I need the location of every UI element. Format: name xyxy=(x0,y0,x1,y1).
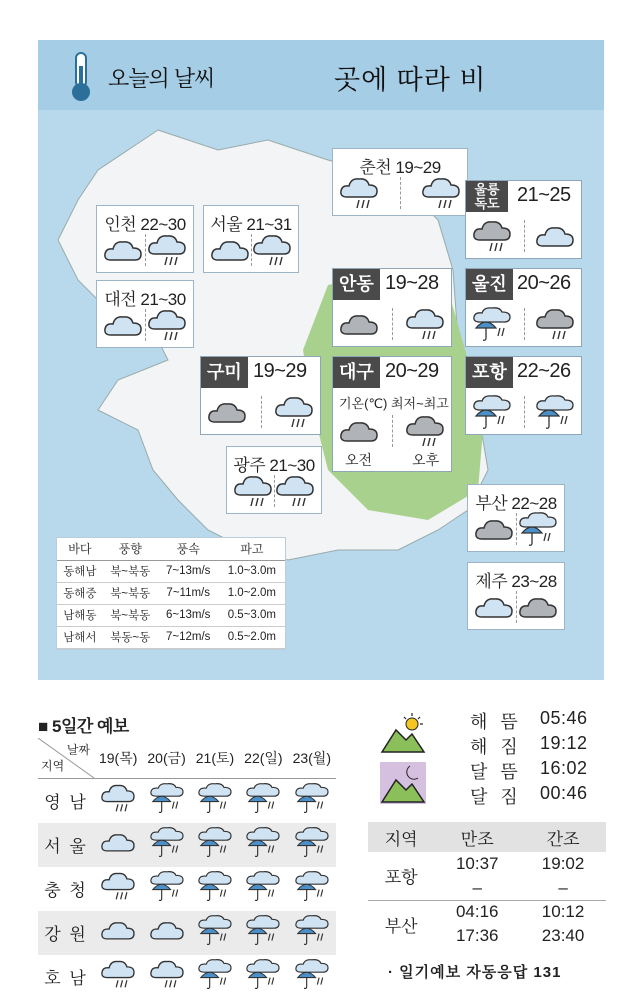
header-sea: 바다 xyxy=(57,538,103,560)
table-cell: 북~북동 xyxy=(103,560,158,582)
region-name: 영 남 xyxy=(44,793,88,813)
dark-cloud-icon xyxy=(339,306,379,342)
cloud-icon xyxy=(103,307,143,343)
city-ulleung xyxy=(465,180,582,259)
cloud-umbrella-icon xyxy=(196,826,234,858)
cloud-umbrella-icon xyxy=(244,782,282,814)
table-cell: 17:36 xyxy=(455,926,499,945)
city-label: 울릉 독도 xyxy=(466,181,508,212)
city-uljin xyxy=(465,268,582,347)
time-value: 00:46 xyxy=(540,783,588,803)
table-cell: 남해서 xyxy=(57,626,103,648)
cloud-umbrella-icon xyxy=(293,782,331,814)
five-day-forecast xyxy=(38,712,338,999)
city-label: 안동 xyxy=(333,269,380,300)
table-row xyxy=(57,560,285,582)
day-header: 21(토) xyxy=(191,738,239,779)
cloud-rain-icon xyxy=(147,232,187,268)
cloud-umbrella-icon xyxy=(196,870,234,902)
cloud-rain-icon xyxy=(339,175,379,211)
cloud-umbrella-icon xyxy=(518,511,558,547)
cloud-umbrella-icon xyxy=(244,958,282,990)
table-row xyxy=(368,900,606,924)
cloud-icon xyxy=(148,914,186,946)
dark-cloud-rain-icon xyxy=(405,413,445,449)
city-temp: 19~29 xyxy=(395,158,441,177)
city-chuncheon xyxy=(332,148,468,216)
divider xyxy=(524,220,525,252)
cloud-umbrella-icon xyxy=(293,958,331,990)
table-cell: 0.5~3.0m xyxy=(219,604,285,626)
moonset-row xyxy=(380,783,606,808)
time-label: 달 짐 xyxy=(470,787,522,807)
cloud-icon xyxy=(210,232,250,268)
corner-date-label: 날짜 xyxy=(66,743,90,757)
city-temp: 23~28 xyxy=(511,572,557,591)
region-name: 서 울 xyxy=(38,823,94,867)
city-label: 울진 xyxy=(466,269,513,300)
city-temp: 19~29 xyxy=(253,360,307,382)
forecast-title: ■ 5일간 예보 xyxy=(38,717,129,736)
city-temp: 20~29 xyxy=(385,360,439,382)
time-label: 해 뜸 xyxy=(470,712,522,732)
city-temp: 22~28 xyxy=(511,494,557,513)
cloud-umbrella-icon xyxy=(148,826,186,858)
city-seoul xyxy=(203,205,299,273)
day-header: 19(목) xyxy=(94,738,142,779)
cloud-umbrella-icon xyxy=(244,914,282,946)
cloud-rain-icon xyxy=(275,473,315,509)
dark-cloud-icon xyxy=(207,394,247,430)
forecast-row xyxy=(38,955,336,999)
table-cell: 1.0~2.0m xyxy=(219,582,285,604)
forecast-table xyxy=(38,738,336,999)
time-value: 19:12 xyxy=(540,733,588,753)
cloud-icon xyxy=(103,232,143,268)
city-incheon xyxy=(96,205,194,273)
cloud-rain-icon xyxy=(233,473,273,509)
city-temp: 21~30 xyxy=(140,290,186,309)
city-name: 서울 xyxy=(210,215,243,234)
table-row xyxy=(57,582,285,604)
table-cell: 7~12m/s xyxy=(158,626,219,648)
cloud-umbrella-icon xyxy=(244,870,282,902)
city-label: 대구 xyxy=(333,357,380,388)
table-cell: 10:12 xyxy=(520,900,606,924)
table-cell: 남해동 xyxy=(57,604,103,626)
region-name: 강 원 xyxy=(38,911,94,955)
city-pohang xyxy=(465,356,582,435)
city-temp: 20~26 xyxy=(517,272,571,294)
divider xyxy=(261,396,262,428)
cloud-rain-icon xyxy=(147,307,187,343)
dark-cloud-rain-icon xyxy=(535,306,575,342)
divider xyxy=(516,513,517,545)
forecast-header-row xyxy=(38,738,336,779)
divider xyxy=(516,591,517,623)
sea-header-row xyxy=(57,538,285,560)
city-label: 포항 xyxy=(466,357,513,388)
forecast-row xyxy=(38,911,336,955)
cloud-umbrella-icon xyxy=(293,914,331,946)
city-busan xyxy=(467,484,565,552)
divider xyxy=(392,308,393,340)
cloud-umbrella-icon xyxy=(196,958,234,990)
corner-region-label: 지역 xyxy=(41,759,65,773)
city-name: 춘천 xyxy=(359,158,392,177)
divider xyxy=(400,177,401,209)
map-area xyxy=(38,40,604,680)
header-low-tide: 간조 xyxy=(520,822,606,852)
city-jeju xyxy=(467,562,565,630)
table-cell: 7~11m/s xyxy=(158,582,219,604)
table-cell: – xyxy=(472,877,482,897)
table-cell: 북~북동 xyxy=(103,604,158,626)
header-wind-speed: 풍속 xyxy=(158,538,219,560)
city-temp: 21~31 xyxy=(246,215,292,234)
sunrise-row xyxy=(380,708,606,733)
tide-header-row xyxy=(368,822,606,852)
region-name: 호 남 xyxy=(44,969,88,988)
city-name: 대전 xyxy=(104,290,137,309)
cloud-umbrella-icon xyxy=(244,826,282,858)
city-gumi xyxy=(200,356,321,435)
table-row xyxy=(57,626,285,648)
table-cell: 동해중 xyxy=(57,582,103,604)
cloud-icon xyxy=(535,218,575,254)
cloud-rain-icon xyxy=(99,870,137,902)
city-temp: 19~28 xyxy=(385,272,439,294)
divider xyxy=(524,396,525,428)
cloud-rain-icon xyxy=(99,958,137,990)
sea-conditions-table xyxy=(56,537,286,650)
forecast-row xyxy=(38,823,336,867)
time-value: 05:46 xyxy=(540,708,588,728)
city-temp: 21~30 xyxy=(269,456,315,475)
city-gwangju xyxy=(226,446,322,514)
city-temp: 21~25 xyxy=(517,184,571,206)
city-label: 구미 xyxy=(201,357,248,388)
city-temp: 22~26 xyxy=(517,360,571,382)
table-cell: 1.0~3.0m xyxy=(219,560,285,582)
cloud-umbrella-icon xyxy=(293,826,331,858)
city-name: 인천 xyxy=(104,215,137,234)
table-cell: 6~13m/s xyxy=(158,604,219,626)
table-cell: 23:40 xyxy=(541,926,585,945)
legend-pm: 오후 xyxy=(411,452,439,468)
tide-region: 부산 xyxy=(368,900,434,948)
table-cell: 10:37 xyxy=(455,854,499,873)
table-cell: 04:16 xyxy=(434,900,520,924)
time-label: 달 뜸 xyxy=(470,762,522,782)
moonrise-row xyxy=(380,758,606,783)
header-wave: 파고 xyxy=(219,538,285,560)
time-value: 16:02 xyxy=(540,758,588,778)
city-name: 부산 xyxy=(475,494,508,513)
header-bar xyxy=(38,40,604,110)
legend-caption: 기온(℃) 최저~최고 xyxy=(339,396,449,411)
corner-header xyxy=(38,738,94,778)
sunset-row xyxy=(380,733,606,758)
cloud-umbrella-icon xyxy=(148,870,186,902)
header-high-tide: 만조 xyxy=(434,822,520,852)
region-name: 충 청 xyxy=(44,881,88,900)
city-name: 제주 xyxy=(475,572,508,591)
cloud-rain-icon xyxy=(405,306,445,342)
thermometer-icon xyxy=(66,50,96,104)
city-name: 광주 xyxy=(233,456,266,475)
table-row xyxy=(368,852,606,876)
table-cell: 북~북동 xyxy=(103,582,158,604)
sun-moon-times xyxy=(380,708,606,808)
table-cell: 북동~동 xyxy=(103,626,158,648)
table-cell: 0.5~2.0m xyxy=(219,626,285,648)
header-region: 지역 xyxy=(368,822,434,852)
dark-cloud-icon xyxy=(474,511,514,547)
day-header: 23(월) xyxy=(288,738,336,779)
cloud-rain-icon xyxy=(274,394,314,430)
footer-note: · 일기예보 자동응답 131 xyxy=(388,964,562,981)
city-daegu xyxy=(332,356,452,472)
divider xyxy=(145,309,146,341)
cloud-rain-icon xyxy=(99,782,137,814)
table-row xyxy=(57,604,285,626)
city-andong xyxy=(332,268,452,347)
cloud-rain-icon xyxy=(148,958,186,990)
table-cell: 19:02 xyxy=(541,854,585,873)
header-wind-dir: 풍향 xyxy=(103,538,158,560)
forecast-row xyxy=(38,867,336,911)
cloud-icon xyxy=(474,589,514,625)
dark-cloud-icon xyxy=(339,413,379,449)
dark-cloud-rain-icon xyxy=(472,218,512,254)
page-title: 오늘의 날씨 xyxy=(108,66,215,91)
cloud-rain-icon xyxy=(252,232,292,268)
cloud-umbrella-icon xyxy=(472,394,512,430)
cloud-umbrella-icon xyxy=(293,870,331,902)
table-cell: – xyxy=(558,877,568,897)
day-header: 22(일) xyxy=(239,738,287,779)
time-label: 해 짐 xyxy=(470,737,522,757)
headline: 곳에 따라 비 xyxy=(334,65,487,95)
cloud-umbrella-icon xyxy=(148,782,186,814)
cloud-rain-icon xyxy=(421,175,461,211)
cloud-icon xyxy=(99,826,137,858)
dark-cloud-icon xyxy=(518,589,558,625)
table-cell: 7~13m/s xyxy=(158,560,219,582)
cloud-umbrella-icon xyxy=(535,394,575,430)
city-temp: 22~30 xyxy=(140,215,186,234)
forecast-row xyxy=(38,779,336,823)
legend-am: 오전 xyxy=(345,452,373,468)
cloud-icon xyxy=(99,914,137,946)
cloud-umbrella-icon xyxy=(196,782,234,814)
divider xyxy=(524,308,525,340)
day-header: 20(금) xyxy=(142,738,190,779)
divider xyxy=(145,234,146,266)
cloud-umbrella-icon xyxy=(472,306,512,342)
cloud-umbrella-icon xyxy=(196,914,234,946)
table-cell: 동해남 xyxy=(57,560,103,582)
tide-region: 포항 xyxy=(384,868,418,888)
city-daejeon xyxy=(96,280,194,348)
tide-table xyxy=(368,822,606,948)
divider xyxy=(392,415,393,447)
